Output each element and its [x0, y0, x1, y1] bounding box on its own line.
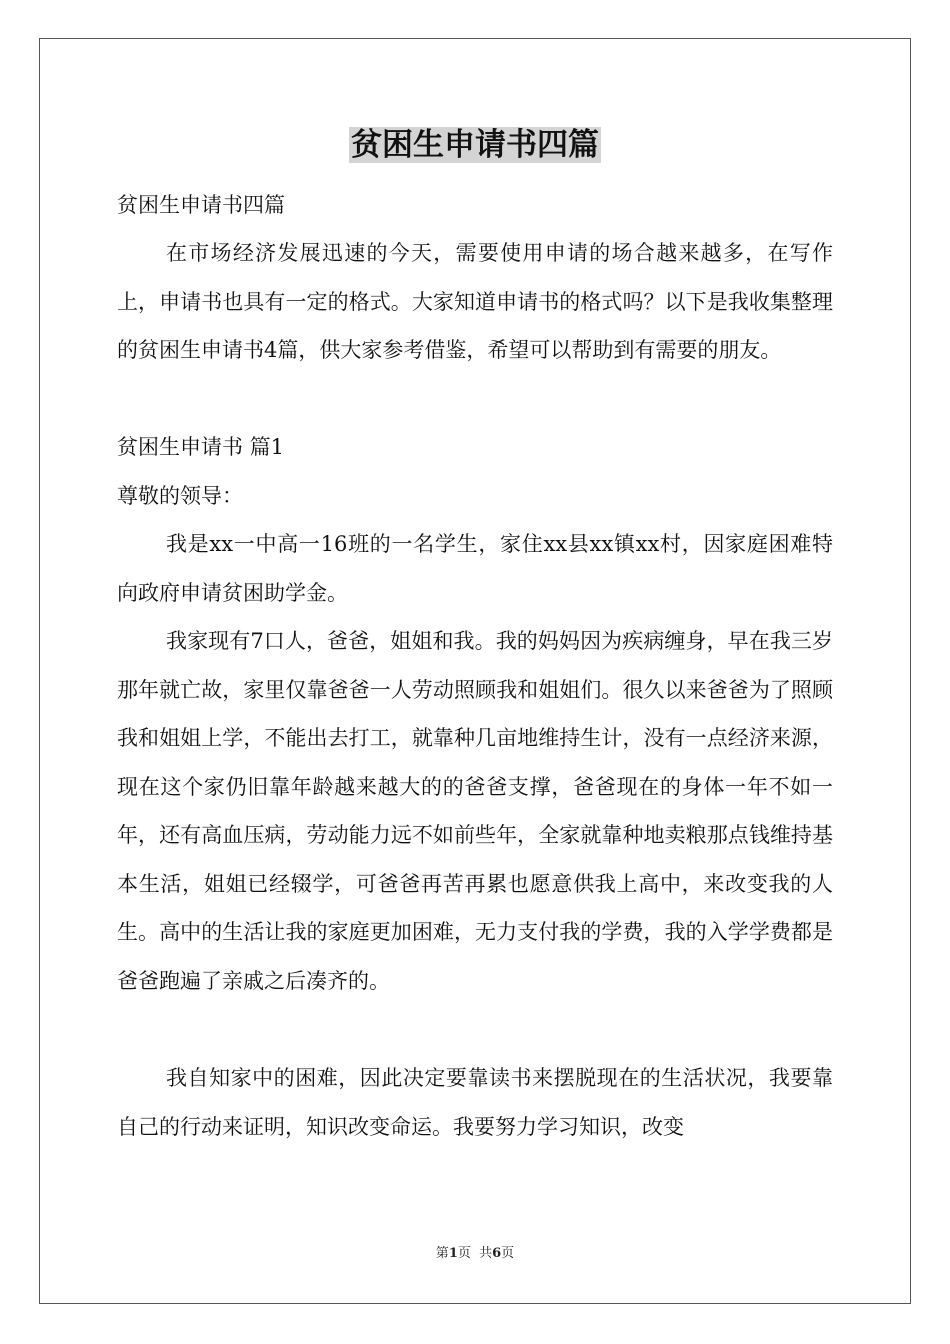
footer-prefix: 第 [435, 1246, 449, 1261]
salutation: 尊敬的领导： [117, 484, 243, 508]
section-heading: 贫困生申请书 篇1 [117, 435, 285, 459]
page-footer [0, 1245, 950, 1263]
footer-page-current: 1 [448, 1246, 458, 1261]
document-title: 贫困生申请书四篇 [351, 127, 599, 163]
subtitle-paragraph: 贫困生申请书四篇 [117, 193, 285, 217]
body-paragraph-1: 我是xx一中高一16班的一名学生，家住xx县xx镇xx村，因家庭困难特向政府申请贫困助学金。 [117, 532, 833, 605]
body-paragraph-2: 我家现有7口人，爸爸，姐姐和我。我的妈妈因为疾病缠身，早在我三岁那年就亡故，家里仅靠爸爸一人劳动照顾我和姐姐们。很久以来爸爸为了照顾我和姐姐上学，不能出去打工，就靠种几亩地维持生计，没有一点经济来源，现在这个家仍旧靠年龄越来越大的的爸爸支撑，爸爸现在的身体一年不如一年，还有高血压病，劳动能力远不如前些年，全家就靠种地卖粮那点钱维持基本生活，姐姐已经辍学，可爸爸再苦再累也愿意供我上高中，来改变我的人生。高中的生活让我的家庭更加困难，无力支付我的学费，我的入学学费都是爸爸跑遍了亲戚之后凑齐的。 [117, 629, 833, 993]
body-paragraph-3: 我自知家中的困难，因此决定要靠读书来摆脱现在的生活状况，我要靠自己的行动来证明，知识改变命运。我要努力学习知识，改变 [117, 1066, 833, 1139]
footer-mid: 页 共 [457, 1246, 493, 1261]
footer-suffix: 页 [501, 1246, 515, 1261]
intro-paragraph: 在市场经济发展迅速的今天，需要使用申请的场合越来越多，在写作上，申请书也具有一定的格式。大家知道申请书的格式吗？以下是我收集整理的贫困生申请书4篇，供大家参考借鉴，希望可以帮助到有需要的朋友。 [117, 241, 833, 362]
footer-page-total: 6 [492, 1246, 502, 1261]
